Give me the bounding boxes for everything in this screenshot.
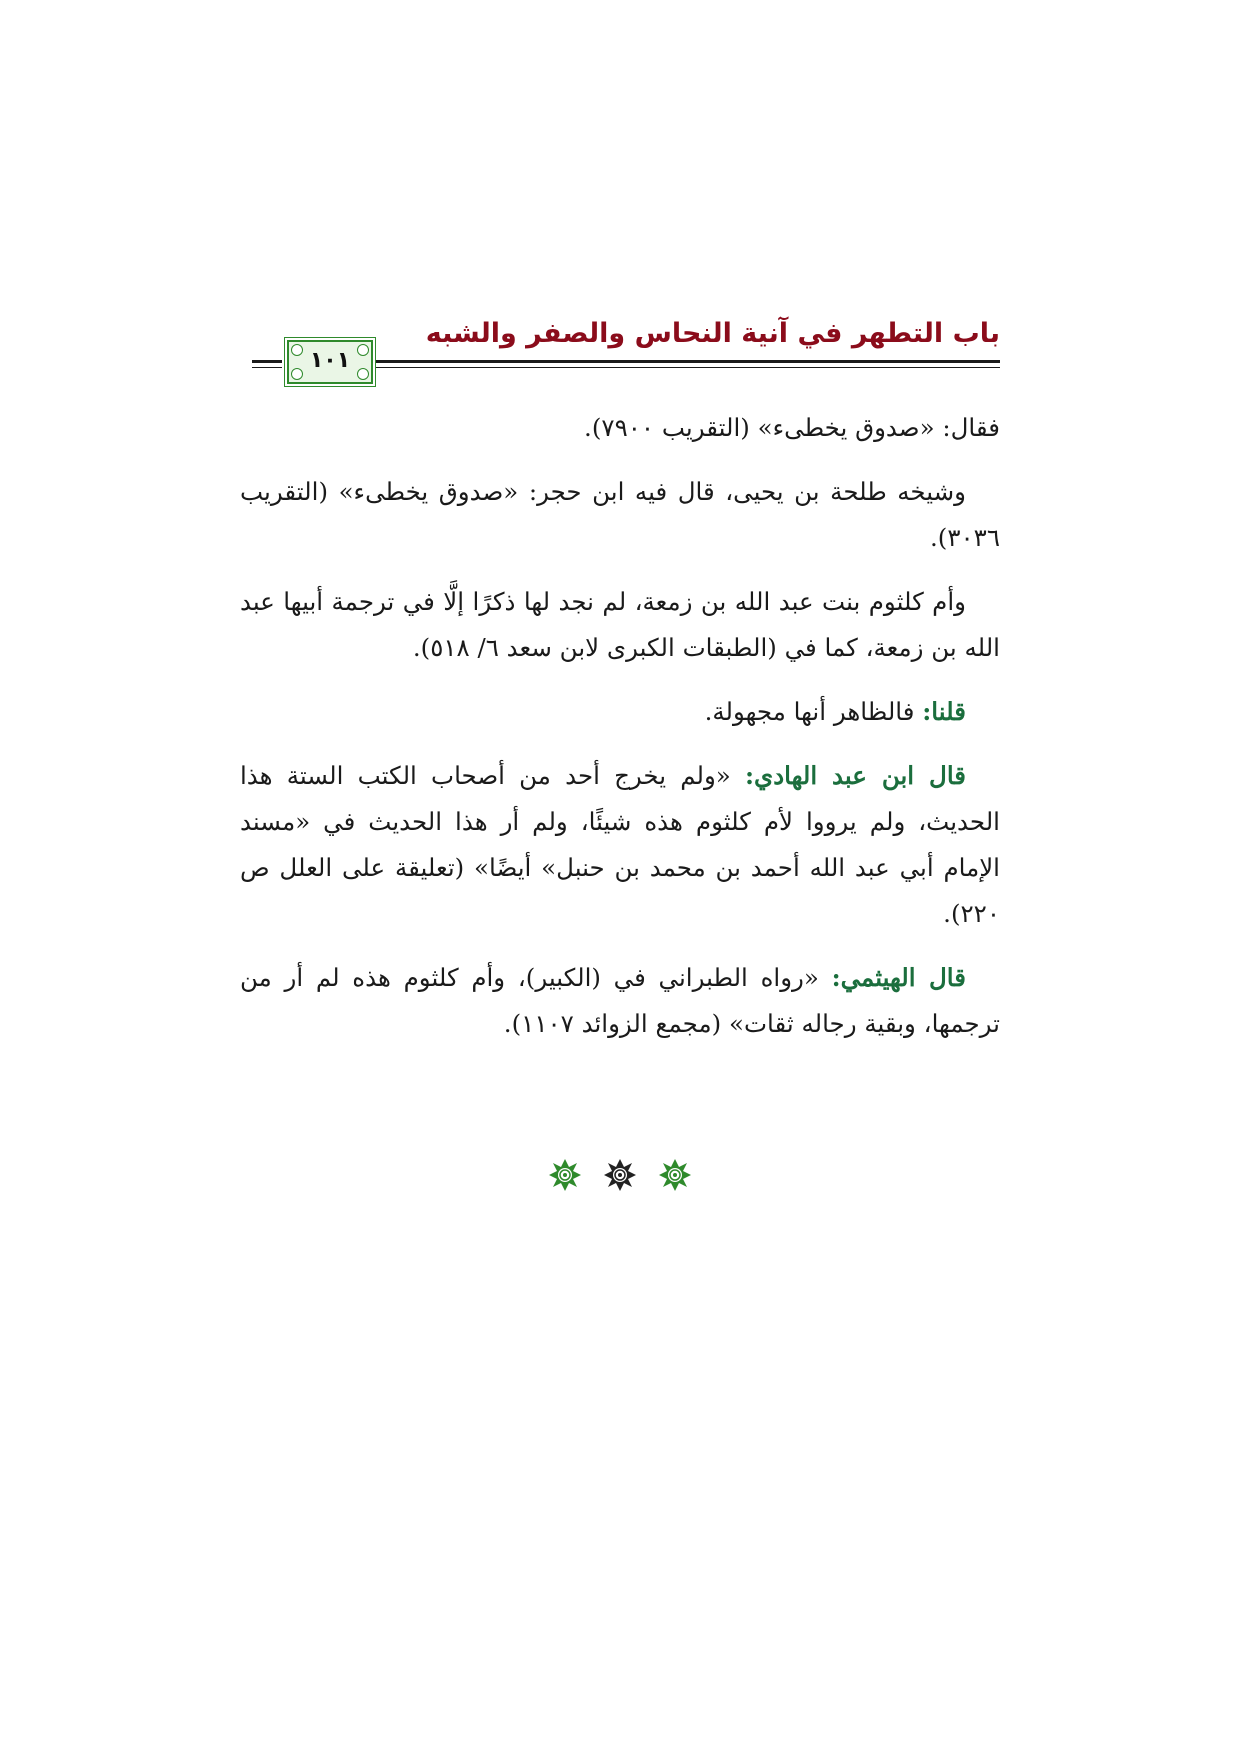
paragraph-text: وشيخه طلحة بن يحيى، قال فيه ابن حجر: «صدوق يخطىء» (التقريب ٣٠٣٦). [240,477,1000,552]
paragraph-3 [240,579,1000,671]
star-flower-ornament-icon [603,1158,637,1192]
page-number-frame [287,340,373,384]
star-flower-ornament-icon [548,1158,582,1192]
paragraph-text: وأم كلثوم بنت عبد الله بن زمعة، لم نجد لها ذكرًا إلَّا في ترجمة أبيها عبد الله بن زمعة، كما في (الطبقات الكبرى لابن سعد ٦/ ٥١٨). [240,587,1000,662]
star-flower-ornament-icon [658,1158,692,1192]
chapter-title: باب التطهر في آنية النحاس والصفر والشبه [425,318,1000,349]
paragraph-label: قال الهيثمي: [831,963,966,992]
section-end-ornaments [0,1158,1240,1198]
paragraph-6 [240,955,1000,1047]
header-rule-thick [376,360,1000,363]
paragraph-text: فالظاهر أنها مجهولة. [704,697,915,726]
header-rule-left-thick [252,360,282,363]
paragraph-label: قال ابن عبد الهادي: [744,761,966,790]
page-header [0,318,1240,388]
paragraph-5 [240,753,1000,937]
header-rule-left-thin [252,367,282,368]
header-rule-thin [376,367,1000,368]
page-number: ١٠١ [309,348,351,373]
paragraph-4 [240,689,1000,735]
page-body [240,405,1000,1065]
paragraph-text: «ولم يخرج أحد من أصحاب الكتب الستة هذا الحديث، ولم يرووا لأم كلثوم هذه شيئًا، ولم أر هذا الحديث في «مسند الإمام أبي عبد الله أحمد بن محمد بن حنبل» أيضًا» (تعليقة على العلل ص ٢٢٠). [240,761,1000,928]
paragraph-text: «رواه الطبراني في (الكبير)، وأم كلثوم هذه لم أر من ترجمها، وبقية رجاله ثقات» (مجمع الزوائد ١١٠٧). [240,963,1000,1038]
paragraph-2 [240,469,1000,561]
paragraph-text: فقال: «صدوق يخطىء» (التقريب ٧٩٠٠). [584,413,1000,442]
paragraph-label: قلنا: [922,697,966,726]
paragraph-1 [240,405,1000,451]
